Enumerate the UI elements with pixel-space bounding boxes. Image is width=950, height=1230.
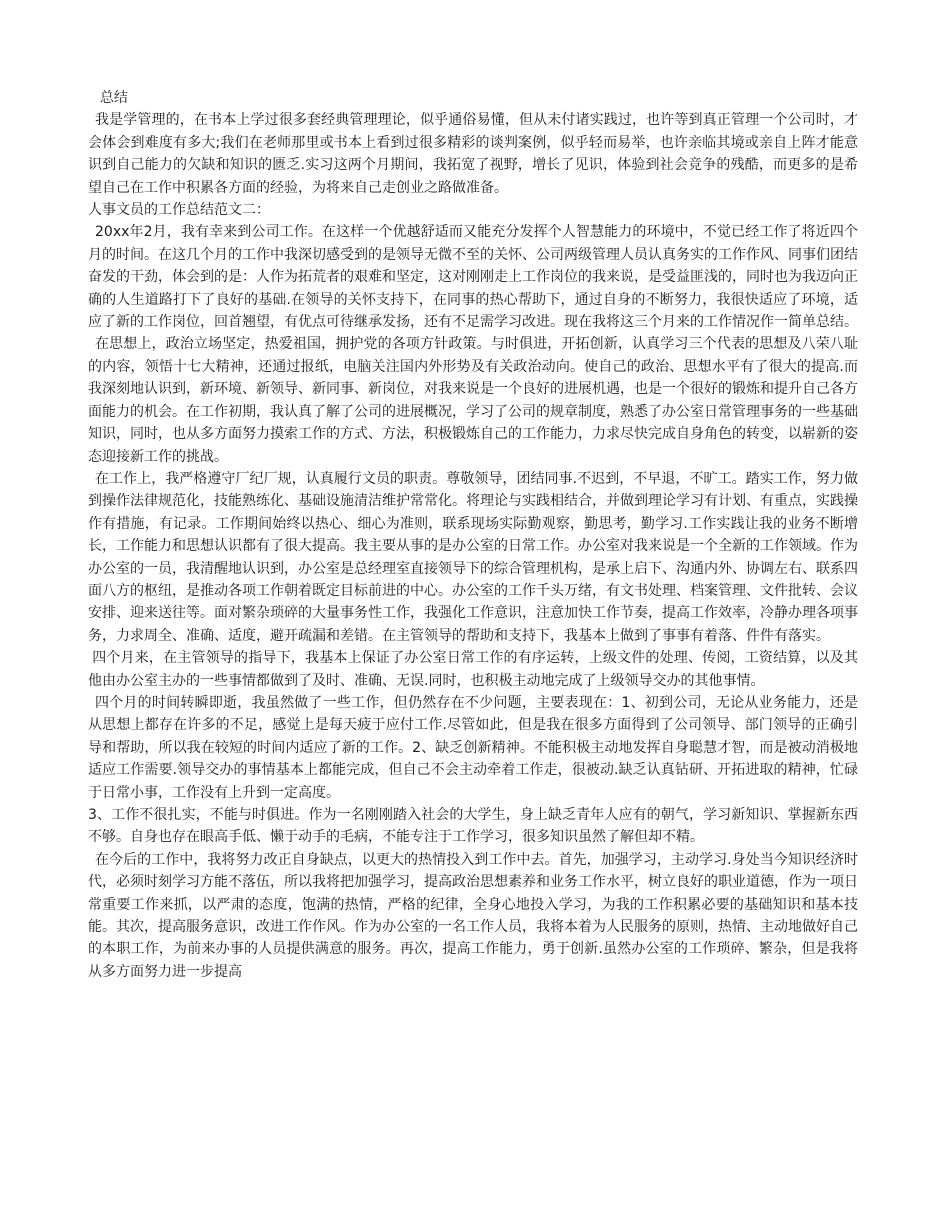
document-heading: 总结 xyxy=(99,90,128,106)
section-title: 人事文员的工作总结范文二： xyxy=(88,202,270,219)
document-body xyxy=(88,87,858,983)
paragraph-8: 在今后的工作中，我将努力改正自身缺点，以更大的热情投入到工作中去。首先，加强学习，主动学习.身处当今知识经济时代，必须时刻学习方能不落伍，所以我将把加强学习，提高政治思想素养和业务工作水平，树立良好的职业道德，作为一项日常重要工作来抓，以严肃的态度，饱满的热情，严格的纪律，全身心地投入学习，为我的工作积累必要的基础知识和基本技能。其次，提高服务意识，改进工作作风。作为办公室的一名工作人员，我将本着为人民服务的原则，热情、主动地做好自己的本职工作，为前来办事的人员提供满意的服务。再次，提高工作能力，勇于创新.虽然办公室的工作琐碎、繁杂，但是我将从多方面努力进一步提高 xyxy=(88,851,858,980)
paragraph-1: 我是学管理的，在书本上学过很多套经典管理理论，似乎通俗易懂，但从未付诸实践过，也许等到真正管理一个公司时，才会体会到难度有多大;我们在老师那里或书本上看到过很多精彩的谈判案例，似乎轻而易举，也许亲临其境或亲自上阵才能意识到自己能力的欠缺和知识的匮乏.实习这两个月期间，我拓宽了视野，增长了见识，体验到社会竞争的残酷，而更多的是希望自己在工作中积累各方面的经验，为将来自己走创业之路做准备。 xyxy=(88,112,858,196)
paragraph-2: 20xx年2月，我有幸来到公司工作。在这样一个优越舒适而又能充分发挥个人智慧能力的环境中，不觉已经工作了将近四个月的时间。在这几个月的工作中我深切感受到的是领导无微不至的关怀、公司两级管理人员认真务实的工作作风、同事们团结奋发的干劲，体会到的是：人作为拓荒者的艰难和坚定，这对刚刚走上工作岗位的我来说，是受益匪浅的，同时也为我迈向正确的人生道路打下了良好的基础.在领导的关怀支持下，在同事的热心帮助下，通过自身的不断努力，我很快适应了环境，适应了新的工作岗位，回首翘望，有优点可待继承发扬，还有不足需学习改进。现在我将这三个月来的工作情况作一简单总结。 xyxy=(88,224,858,331)
paragraph-5: 四个月来，在主管领导的指导下，我基本上保证了办公室日常工作的有序运转，上级文件的处理、传阅，工资结算，以及其他由办公室主办的一些事情都做到了及时、准确、无误.同时，也积极主动地完成了上级领导交办的其他事情。 xyxy=(88,650,858,689)
paragraph-3: 在思想上，政治立场坚定，热爱祖国，拥护党的各项方针政策。与时俱进，开拓创新，认真学习三个代表的思想及八荣八耻的内容，领悟十七大精神，还通过报纸，电脑关注国内外形势及有关政治动向。使自己的政治、思想水平有了很大的提高.而我深刻地认识到，新环境、新领导、新同事、新岗位，对我来说是一个良好的进展机遇，也是一个很好的锻炼和提升自己各方面能力的机会。在工作初期，我认真了解了公司的进展概况，学习了公司的规章制度，熟悉了办公室日常管理事务的一些基础知识，同时，也从多方面努力摸索工作的方式、方法，积极锻炼自己的工作能力，力求尽快完成自身角色的转变，以崭新的姿态迎接新工作的挑战。 xyxy=(88,336,858,465)
paragraph-6: 四个月的时间转瞬即逝，我虽然做了一些工作，但仍然存在不少问题，主要表现在：1、初到公司，无论从业务能力，还是从思想上都存在许多的不足，感觉上是每天疲于应付工作.尽管如此，但是我在很多方面得到了公司领导、部门领导的正确引导和帮助，所以我在较短的时间内适应了新的工作。2、缺乏创新精神。不能积极主动地发挥自身聪慧才智，而是被动消极地适应工作需要.领导交办的事情基本上都能完成，但自己不会主动牵着工作走，很被动.缺乏认真钻研、开拓进取的精神，忙碌于日常小事，工作没有上升到一定高度。 xyxy=(88,694,858,801)
paragraph-7: 3、工作不很扎实，不能与时俱进。作为一名刚刚踏入社会的大学生，身上缺乏青年人应有的朝气，学习新知识、掌握新东西不够。自身也存在眼高手低、懒于动手的毛病，不能专注于工作学习，很多知识虽然了解但却不精。 xyxy=(88,807,858,846)
paragraph-4: 在工作上，我严格遵守厂纪厂规，认真履行文员的职责。尊敬领导，团结同事.不迟到，不早退，不旷工。踏实工作，努力做到操作法律规范化，技能熟练化、基础设施清洁维护常常化。将理论与实践相结合，并做到理论学习有计划、有重点，实践操作有措施，有记录。工作期间始终以热心、细心为准则，联系现场实际勤观察，勤思考，勤学习.工作实践让我的业务不断增长，工作能力和思想认识都有了很大提高。我主要从事的是办公室的日常工作。办公室对我来说是一个全新的工作领域。作为办公室的一员，我清醒地认识到，办公室是总经理室直接领导下的综合管理机构，是承上启下、沟通内外、协调左右、联系四面八方的枢纽，是推动各项工作朝着既定目标前进的中心。办公室的工作千头万绪，有文书处理、档案管理、文件批转、会议安排、迎来送往等。面对繁杂琐碎的大量事务性工作，我强化工作意识，注意加快工作节奏，提高工作效率，冷静办理各项事务，力求周全、准确、适度，避开疏漏和差错。在主管领导的帮助和支持下，我基本上做到了事事有着落、件件有落实。 xyxy=(88,470,858,644)
